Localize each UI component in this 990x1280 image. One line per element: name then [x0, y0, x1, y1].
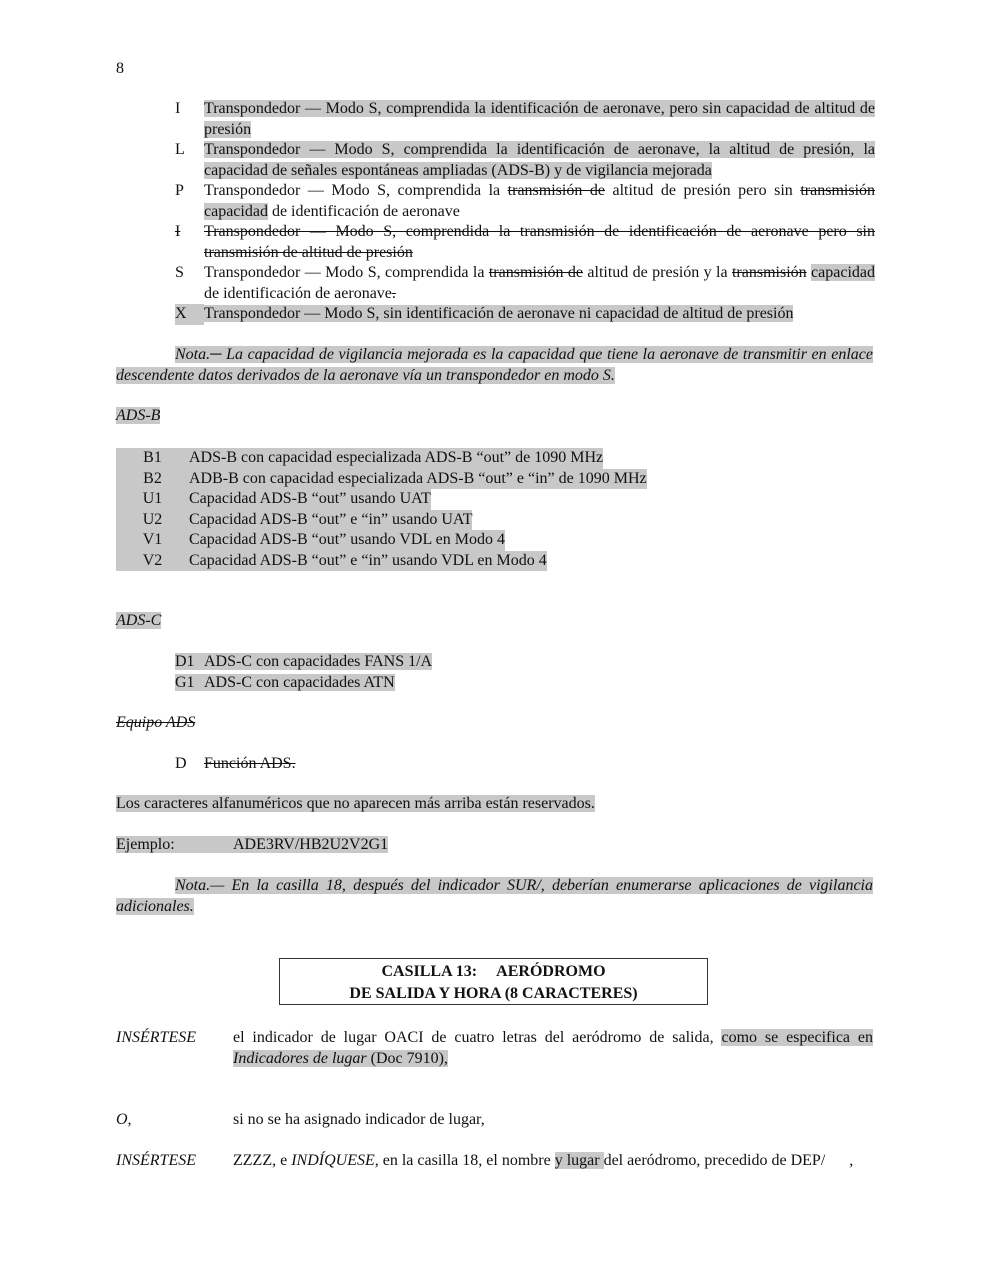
section-title-adsb: ADS-B [116, 407, 161, 424]
note-paragraph [116, 876, 873, 917]
example-line [116, 835, 388, 856]
deleted-text: . [391, 284, 396, 302]
casilla-title: CASILLA 13: AERÓDROMO [381, 963, 606, 980]
list-item [175, 99, 875, 140]
code: B1 [143, 449, 162, 466]
item-text: ADS-C con capacidades ATN [204, 673, 395, 691]
adsc-list [175, 652, 432, 693]
adsb-list [116, 448, 647, 571]
item-text: Transpondedor — Modo S, comprendida la [204, 264, 489, 281]
reserved-paragraph: Los caracteres alfanuméricos que no aparecen más arriba están reservados. [116, 795, 595, 812]
list-item [116, 530, 647, 551]
instruction-label: INSÉRTESE [116, 1152, 196, 1169]
item-text: de identificación de aeronave [267, 202, 460, 220]
note-label: Nota.— [175, 877, 225, 894]
note-dash: ─ [210, 346, 222, 363]
item-text: ADS-C con capacidades FANS 1/A [204, 653, 433, 670]
item-text: Capacidad ADS-B “out” usando UAT [189, 490, 431, 507]
list-item [175, 304, 875, 325]
list-item [116, 448, 647, 469]
instruction-text: ZZZZ, e INDÍQUESE, en la casilla 18, el nombre y lugar del aeródromo, precedido de DEP/ , [233, 1152, 854, 1169]
instruction-text: si no se ha asignado indicador de lugar, [233, 1111, 485, 1128]
code: P [175, 182, 184, 199]
item-text: Función ADS. [204, 755, 296, 772]
casilla-heading-box [279, 958, 708, 1005]
casilla-subtitle: DE SALIDA Y HORA (8 CARACTERES) [349, 985, 638, 1002]
code: U2 [142, 510, 163, 528]
code: L [175, 141, 185, 158]
example-label: Ejemplo: [116, 836, 175, 853]
list-item [175, 652, 432, 673]
code: U1 [142, 490, 163, 507]
code: X [175, 304, 204, 325]
list-item [175, 222, 875, 263]
list-item [116, 489, 647, 510]
instruction-label: O, [116, 1111, 132, 1128]
inserted-text: capacidad [204, 202, 268, 220]
note-paragraph [116, 345, 873, 386]
list-item [175, 181, 875, 222]
list-item [175, 754, 296, 775]
list-item [175, 673, 432, 694]
item-text: Capacidad ADS-B “out” e “in” usando VDL en Modo 4 [189, 551, 547, 569]
example-value: ADE3RV/HB2U2V2G1 [233, 836, 389, 853]
instruction-label: INSÉRTESE [116, 1029, 196, 1046]
item-text: altitud de presión y la [583, 264, 732, 281]
list-item [116, 469, 647, 490]
list-item [116, 551, 647, 572]
item-text: Transpondedor — Modo S, comprendida la identificación de aeronave, pero sin capacidad de altitud de presión [204, 100, 875, 138]
item-text: Transpondedor — Modo S, comprendida la [204, 182, 508, 199]
code: V2 [142, 551, 163, 569]
code: I [175, 100, 181, 117]
transponder-list [175, 99, 875, 325]
section-title-adsc: ADS-C [116, 612, 162, 629]
item-text: Capacidad ADS-B “out” usando VDL en Modo 4 [189, 531, 505, 548]
deleted-text: transmisión de [488, 264, 583, 281]
deleted-text: transmisión [731, 264, 807, 281]
list-item [116, 510, 647, 531]
note-label: Nota. [175, 346, 211, 363]
inserted-text: capacidad [811, 264, 875, 281]
code: G1 [175, 673, 195, 691]
item-text: ADB-B con capacidad especializada ADS-B “out” e “in” de 1090 MHz [189, 469, 647, 487]
item-text: Capacidad ADS-B “out” e “in” usando UAT [189, 510, 473, 528]
item-text: ADS-B con capacidad especializada ADS-B “out” de 1090 MHz [189, 449, 604, 466]
code: D [175, 755, 187, 772]
code: V1 [142, 531, 163, 548]
code: I [175, 223, 181, 240]
instruction-text: el indicador de lugar OACI de cuatro letras del aeródromo de salida, como se especifica en Indicadores de lugar (Doc 7910), [233, 1029, 873, 1067]
item-text: Transpondedor — Modo S, sin identificación de aeronave ni capacidad de altitud de presión [204, 305, 794, 322]
note-text: En la casilla 18, después del indicador SUR/, deberían enumerarse aplicaciones de vigilancia adicionales. [116, 877, 873, 915]
code: S [175, 264, 184, 281]
item-text: de identificación de aeronave [204, 284, 392, 302]
deleted-text: transmisión de [507, 182, 605, 199]
item-text: altitud de presión pero sin [604, 182, 801, 199]
section-title-equipo-ads: Equipo ADS [116, 714, 196, 731]
note-text: La capacidad de vigilancia mejorada es la capacidad que tiene la aeronave de transmitir en enlace descendente datos derivados de la aeronave vía un transpondedor en modo S. [116, 346, 873, 384]
deleted-text: transmisión [800, 182, 876, 199]
deleted-text: Transpondedor — Modo S, comprendida la transmisión de identificación de aeronave pero sin transmisión de altitud de presión [204, 223, 875, 261]
code: D1 [175, 653, 195, 670]
item-text: Transpondedor — Modo S, comprendida la identificación de aeronave, la altitud de presión, la capacidad de señales espontáneas ampliadas (ADS-B) y de vigilancia mejorada [204, 141, 875, 179]
list-item [175, 140, 875, 181]
page-number: 8 [116, 60, 124, 77]
code: B2 [143, 469, 162, 487]
list-item [175, 263, 875, 304]
